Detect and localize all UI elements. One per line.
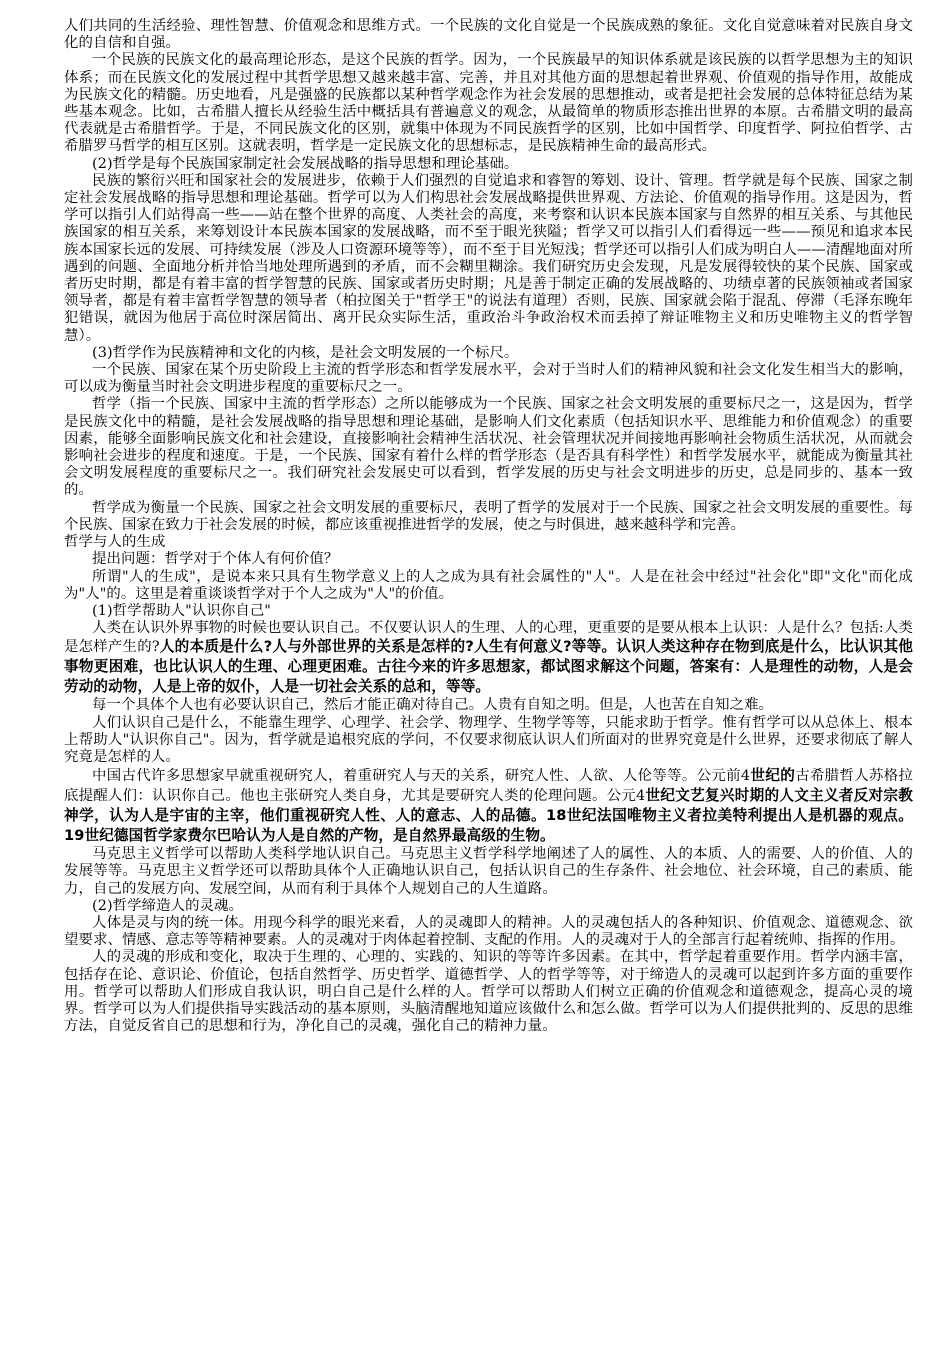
bold-text: 人的本质是什么?人与外部世界的关系是怎样的?人生有何意义?等等。认识人类这种存在物到底是什么，比认识其他事物更困难，也比认识人的生理、心理更困难。古往今来的许多思想家，都试图求解这个问题，答案有：人是理性的动物，人是会劳动的动物，人是上帝的奴仆，人是一切社会关系的总和，等等。: [64, 638, 913, 696]
paragraph: 哲学（指一个民族、国家中主流的哲学形态）之所以能够成为一个民族、国家之社会文明发展的重要标尺之一，这是因为，哲学是民族文化中的精髓，是社会发展战略的指导思想和理论基础，是影响人们文化素质（包括知识水平、思维能力和价值观念）的重要因素，能够全面影响民族文化和社会建设，直接影响社会精神生活状况、社会管理状况并间接地再影响社会物质生活状况，从而就会影响社会进步的程度和速度。于是，一个民族、国家有着什么样的哲学形态（是否具有科学性）和哲学发展水平，就能成为衡量其社会文明发展程度的重要标尺之一。我们研究社会发展史可以看到，哲学发展的历史与社会文明进步的历史，总是同步的、基本一致的。: [64, 396, 913, 499]
paragraph: 人们认识自己是什么，不能靠生理学、心理学、社会学、物理学、生物学等等，只能求助于哲学。惟有哲学可以从总体上、根本上帮助人"认识你自己"。因为，哲学就是追根究底的学问，不仅要求彻底认识人们所面对的世界究竟是什么世界，还要求彻底了解人究竟是怎样的人。: [64, 714, 913, 765]
bold-text: 世纪文艺复兴时期的人文主义者反对宗教神学，认为人是宇宙的主宰，他们重视研究人性、人的意志、人的品德。18世纪法国唯物主义者拉美特利提出人是机器的观点。19世纪德国哲学家费尔巴哈认为人是自然的产物，是自然界最高级的生物。: [64, 787, 913, 845]
paragraph-text: 古希腊哲人苏格拉底提醒人们：认识你自己。他也主张研究人类自身，尤其是要研究人类的伦理问题。公元4: [64, 768, 913, 805]
section-heading: (3)哲学作为民族精神和文化的内核，是社会文明发展的一个标尺。: [92, 344, 519, 361]
paragraph-text: 中国古代许多思想家早就重视研究人，着重研究人与天的关系，研究人性、人欲、人伦等等。公元前4: [92, 768, 751, 785]
paragraph: 人们共同的生活经验、理性智慧、价值观念和思维方式。一个民族的文化自觉是一个民族成熟的象征。文化自觉意味着对民族自身文化的自信和自强。: [64, 18, 913, 52]
paragraph: 哲学成为衡量一个民族、国家之社会文明发展的重要标尺，表明了哲学的发展对于一个民族、国家之社会文明发展的重要性。每个民族、国家在致力于社会发展的时候，都应该重视推进哲学的发展，使之与时俱进，越来越科学和完善。: [64, 499, 913, 533]
paragraph: 民族的繁衍兴旺和国家社会的发展进步，依赖于人们强烈的自觉追求和睿智的筹划、设计、管理。哲学就是每个民族、国家之制定社会发展战略的指导思想和理论基础。哲学可以为人们构思社会发展战略提供世界观、方法论、价值观的指导作用。这是因为，哲学可以指引人们站得高一些——站在整个世界的高度、人类社会的高度，来考察和认识本民族本国家与自然界的相互关系、与其他民族国家的相互关系，来筹划设计本民族本国家的发展战略，而不至于眼光狭隘；哲学又可以指引人们看得远一些——预见和追求本民族本国家长远的发展、可持续发展（涉及人口资源环境等等），而不至于目光短浅；哲学还可以指引人们成为明白人——清醒地面对所遇到的问题、全面地分析并恰当地处理所遇到的矛盾，而不会糊里糊涂。我们研究历史会发现，凡是发展得较快的某个民族、国家或者历史时期，都是有着丰富的哲学智慧的民族、国家或者历史时期；凡是善于制定正确的发展战略的、功绩卓著的民族领袖或者国家领导者，都是有着丰富哲学智慧的领导者（柏拉图关于"哲学王"的说法有道理）否则，民族、国家就会陷于混乱、停滞（毛泽东晚年犯错误，就因为他居于高位时深居简出、离开民众实际生活，重政治斗争政治权术而丢掉了辩证唯物主义和历史唯物主义的哲学智慧）。: [64, 172, 913, 344]
paragraph: 马克思主义哲学可以帮助人类科学地认识自己。马克思主义哲学科学地阐述了人的属性、人的本质、人的需要、人的价值、人的发展等等。马克思主义哲学还可以帮助具体个人正确地认识自己，包括认识自己的生存条件、社会地位、社会环境，自己的素质、能力，自己的发展方向、发展空间，从而有利于具体个人规划自己的人生道路。: [64, 846, 913, 897]
paragraph: [64, 766, 913, 846]
paragraph: 一个民族的民族文化的最高理论形态，是这个民族的哲学。因为，一个民族最早的知识体系就是该民族的以哲学思想为主的知识体系；而在民族文化的发展过程中其哲学思想又越来越丰富、完善，并且对其他方面的思想起着世界观、价值观的指导作用，故能成为民族文化的精髓。历史地看，凡是强盛的民族都以某种哲学观念作为社会发展的思想推动，或者是把社会发展的总体特征总结为某些基本观念。比如，古希腊人擅长从经验生活中概括具有普遍意义的观念，从最简单的物质形态推出世界的本原。古希腊文明的最高代表就是古希腊哲学。于是，不同民族文化的区别，就集中体现为不同民族哲学的区别，比如中国哲学、印度哲学、阿拉伯哲学、古希腊罗马哲学的相互区别。这就表明，哲学是一定民族文化的思想标志，是民族精神生命的最高形式。: [64, 52, 913, 155]
section-heading: (1)哲学帮助人"认识你自己": [92, 602, 272, 619]
bold-text: 世纪的: [750, 767, 796, 785]
paragraph: 一个民族、国家在某个历史阶段上主流的哲学形态和哲学发展水平，会对于当时人们的精神风貌和社会文化发生相当大的影响，可以成为衡量当时社会文明进步程度的重要标尺之一。: [64, 362, 913, 396]
paragraph: 人体是灵与肉的统一体。用现今科学的眼光来看，人的灵魂即人的精神。人的灵魂包括人的各种知识、价值观念、道德观念、欲望要求、情感、意志等等精神要素。人的灵魂对于肉体起着控制、支配的作用。人的灵魂对于人的全部言行起着统帅、指挥的作用。: [64, 914, 913, 949]
section-heading: (2)哲学缔造人的灵魂。: [92, 897, 244, 914]
paragraph: 提出问题：哲学对于个体人有何价值？: [92, 551, 339, 568]
chapter-title: 哲学与人的生成: [64, 534, 166, 551]
paragraph: 所谓"人的生成"，是说本来只具有生物学意义上的人之成为具有社会属性的"人"。人是在社会中经过"社会化"即"文化"而化成为"人"的。这里是着重谈谈哲学对于个人之成为"人"的价值。: [64, 568, 913, 602]
section-heading: (2)哲学是每个民族国家制定社会发展战略的指导思想和理论基础。: [92, 155, 519, 172]
paragraph: 人的灵魂的形成和变化，取决于生理的、心理的、实践的、知识的等等许多因素。在其中，哲学起着重要作用。哲学内涵丰富，包括存在论、意识论、价值论，包括自然哲学、历史哲学、道德哲学、人的哲学等等，对于缔造人的灵魂可以起到许多方面的重要作用。哲学可以帮助人们形成自我认识，明白自己是什么样的人。哲学可以帮助人们树立正确的价值观念和道德观念，提高心灵的境界。哲学可以为人们提供指导实践活动的基本原则，头脑清醒地知道应该做什么和怎么做。哲学可以为人们提供批判的、反思的思维方法，自觉反省自己的思想和行为，净化自己的灵魂，强化自己的精神力量。: [64, 949, 913, 1035]
paragraph: [64, 620, 913, 697]
paragraph-text: 人类在认识外界事物的时候也要认识自己。不仅要认识人的生理、人的心理，更重要的是要从根本上认识：人是什么？包括:人类是怎样产生的?: [64, 620, 913, 656]
paragraph: 每一个具体个人也有必要认识自己，然后才能正确对待自己。人贵有自知之明。但是，人也苦在自知之难。: [92, 697, 774, 714]
